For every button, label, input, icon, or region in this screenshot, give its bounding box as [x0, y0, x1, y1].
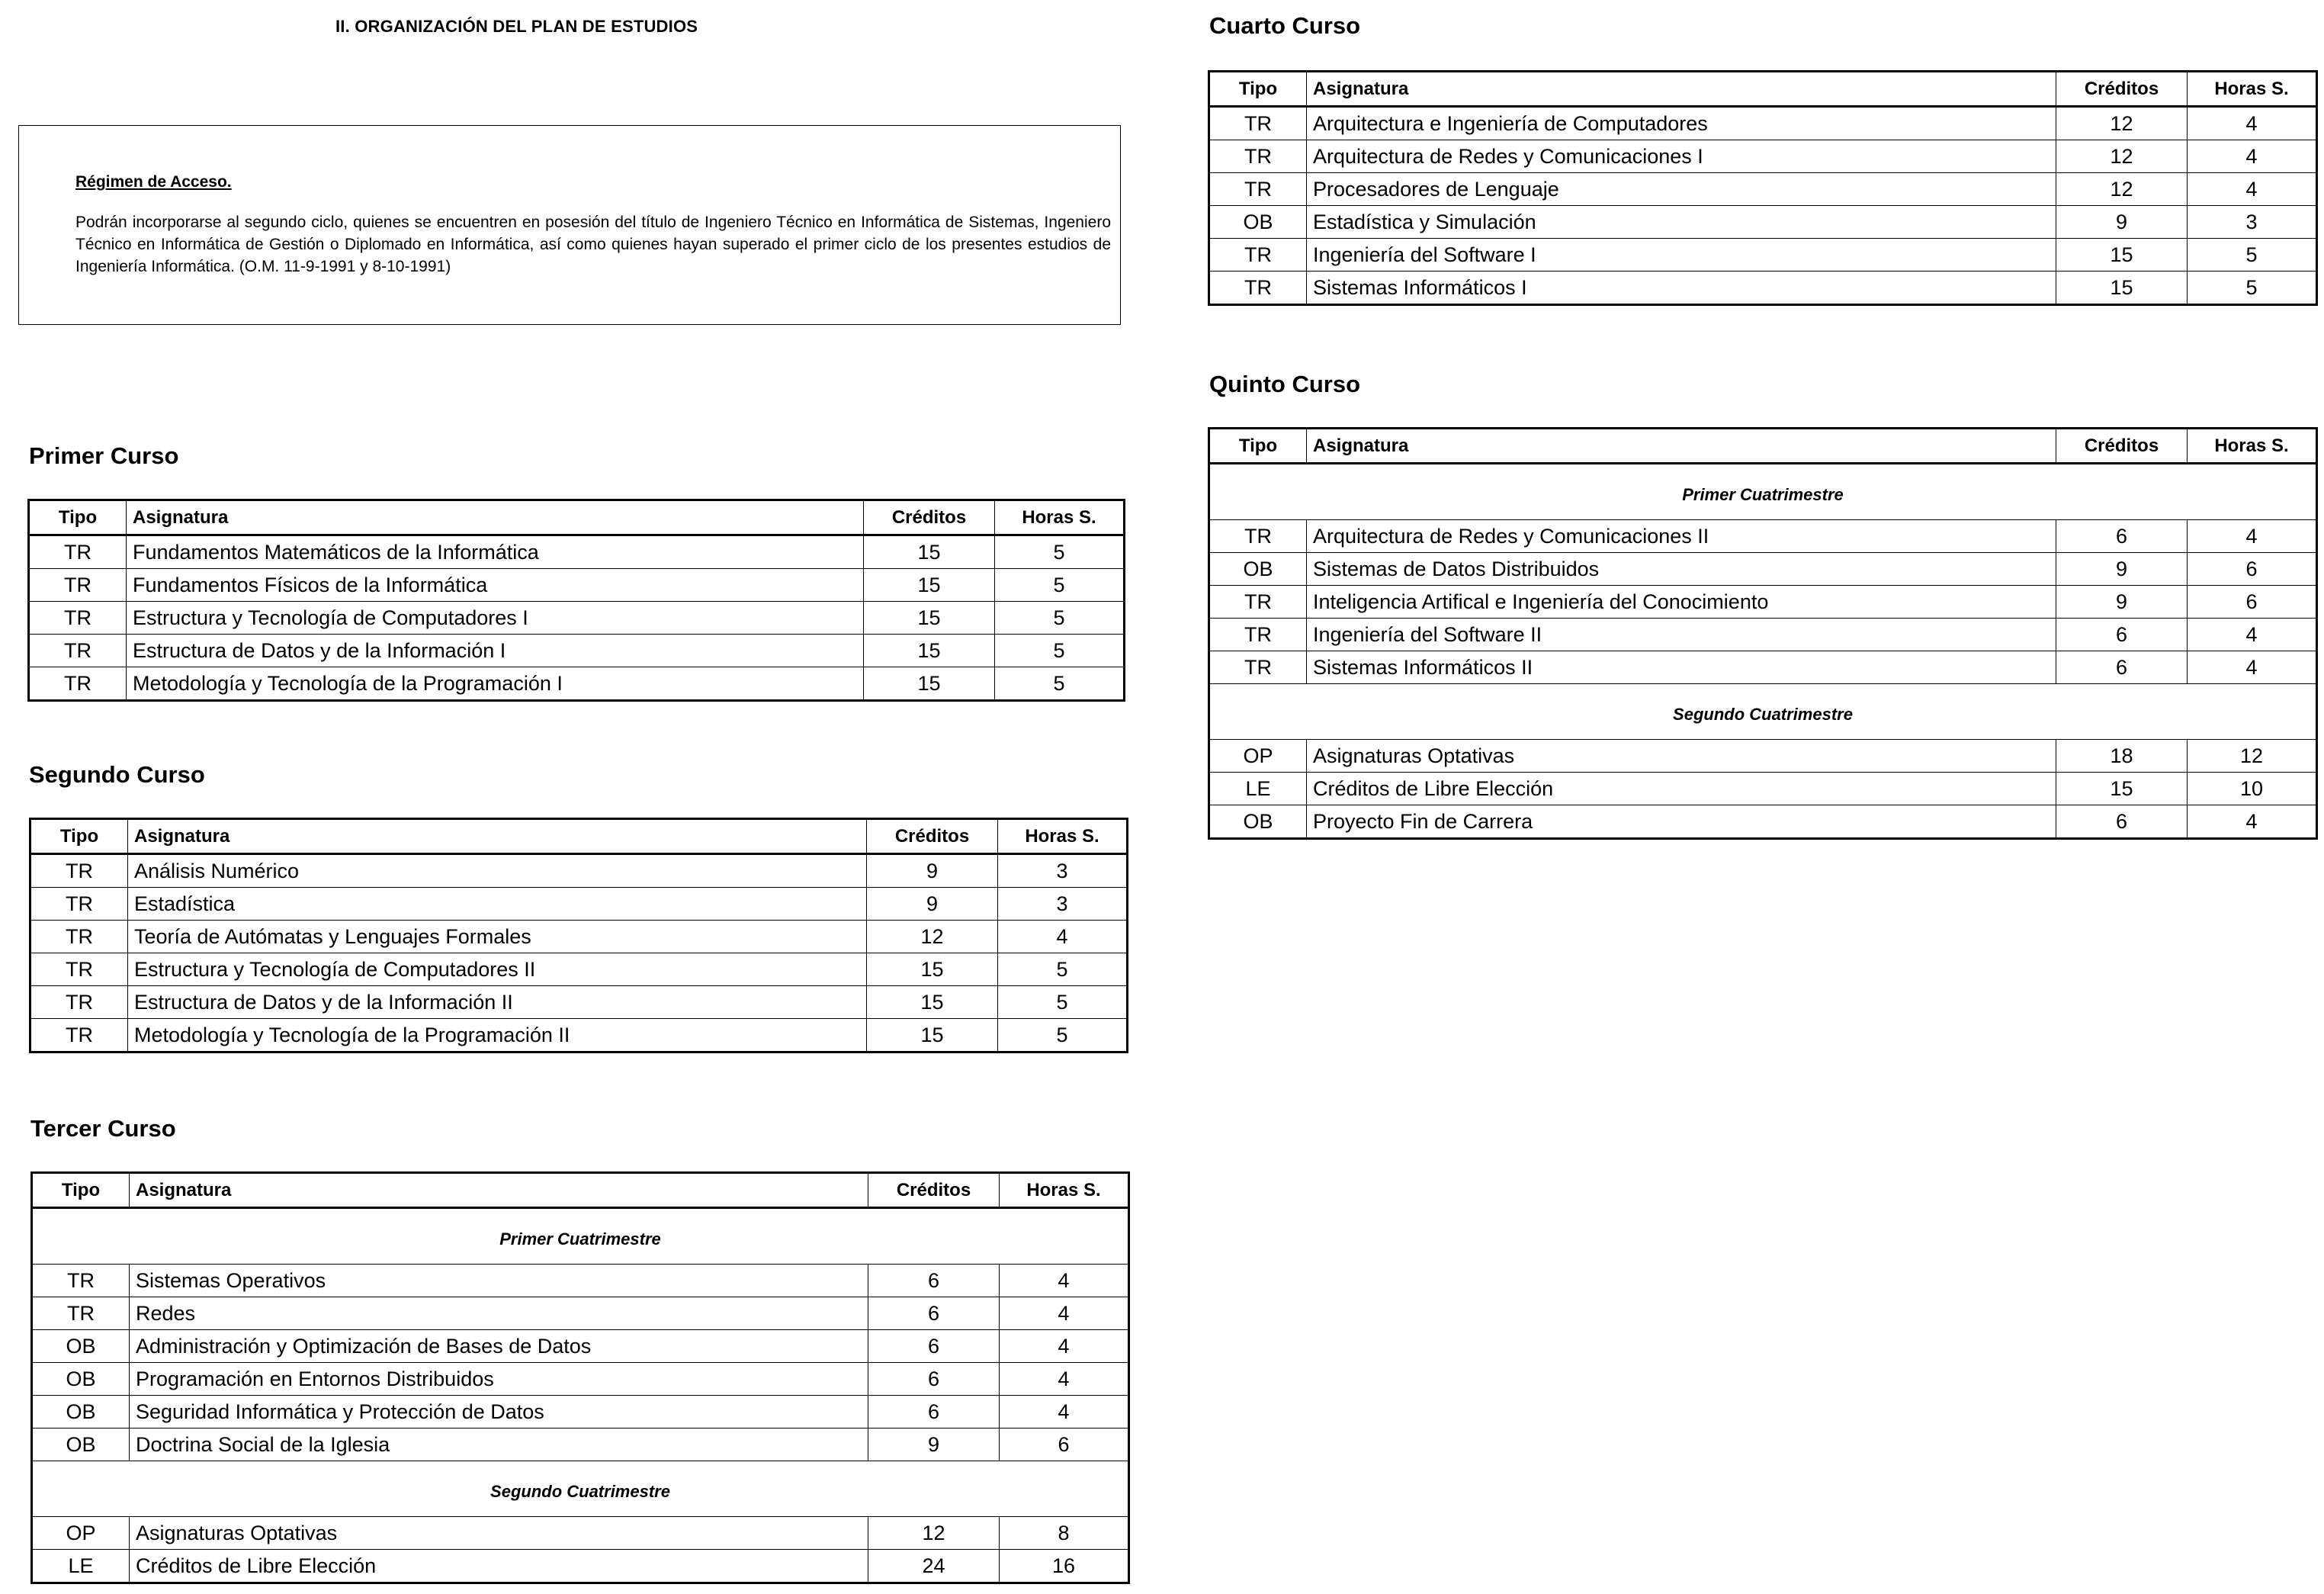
cell-tipo: OB [32, 1396, 130, 1428]
header-horas: Horas S. [2188, 72, 2317, 107]
cell-horas: 5 [995, 569, 1125, 602]
header-horas: Horas S. [998, 819, 1128, 854]
table-row [30, 854, 1128, 888]
cell-creditos: 15 [2056, 773, 2188, 805]
cell-horas: 4 [2188, 805, 2317, 839]
cell-horas: 4 [1000, 1330, 1129, 1363]
table-row [32, 1396, 1129, 1428]
cell-horas: 6 [2188, 553, 2317, 586]
semester-label: Segundo Cuatrimestre [1209, 684, 2317, 740]
cell-tipo: TR [1209, 520, 1307, 553]
table-row [1209, 520, 2317, 553]
page-title: II. ORGANIZACIÓN DEL PLAN DE ESTUDIOS [335, 17, 698, 36]
table-header-row [32, 1173, 1129, 1208]
cell-creditos: 15 [864, 635, 995, 667]
semester-row [1209, 464, 2317, 520]
header-asignatura: Asignatura [128, 819, 867, 854]
cell-tipo: OB [32, 1363, 130, 1396]
table-row [29, 667, 1125, 701]
cell-tipo: TR [29, 602, 127, 635]
cell-asignatura: Teoría de Autómatas y Lenguajes Formales [128, 921, 867, 953]
cell-horas: 5 [995, 535, 1125, 569]
table-row [30, 1019, 1128, 1052]
cell-asignatura: Administración y Optimización de Bases de Datos [130, 1330, 868, 1363]
course-title-cuarto: Cuarto Curso [1209, 12, 1361, 39]
table-header-row [1209, 429, 2317, 464]
cell-creditos: 9 [867, 854, 998, 888]
table-row [30, 986, 1128, 1019]
cell-tipo: TR [32, 1297, 130, 1330]
cell-tipo: TR [32, 1265, 130, 1297]
cell-horas: 3 [2188, 206, 2317, 239]
header-creditos: Créditos [2056, 72, 2188, 107]
cell-tipo: TR [1209, 140, 1307, 173]
table-row [1209, 107, 2317, 140]
cell-asignatura: Créditos de Libre Elección [1307, 773, 2056, 805]
table-row [1209, 553, 2317, 586]
cell-horas: 5 [995, 635, 1125, 667]
cell-horas: 16 [1000, 1550, 1129, 1583]
access-regime-heading: Régimen de Acceso. [75, 173, 232, 191]
semester-row [1209, 684, 2317, 740]
table-row [29, 602, 1125, 635]
cell-creditos: 18 [2056, 740, 2188, 773]
cell-horas: 6 [1000, 1428, 1129, 1461]
cell-tipo: OB [1209, 206, 1307, 239]
cell-creditos: 12 [868, 1517, 1000, 1550]
cell-asignatura: Sistemas Operativos [130, 1265, 868, 1297]
table-row [32, 1297, 1129, 1330]
cell-horas: 4 [1000, 1297, 1129, 1330]
cell-horas: 3 [998, 888, 1128, 921]
table-row [1209, 140, 2317, 173]
table-row [30, 953, 1128, 986]
cell-asignatura: Sistemas Informáticos I [1307, 272, 2056, 305]
cell-horas: 5 [998, 953, 1128, 986]
cell-asignatura: Estructura de Datos y de la Información I [127, 635, 864, 667]
semester-label: Primer Cuatrimestre [32, 1208, 1129, 1265]
course-title-quinto: Quinto Curso [1209, 371, 1361, 397]
table-row [1209, 619, 2317, 651]
cell-creditos: 15 [864, 535, 995, 569]
cell-creditos: 24 [868, 1550, 1000, 1583]
cell-creditos: 6 [2056, 651, 2188, 684]
cell-asignatura: Metodología y Tecnología de la Programación II [128, 1019, 867, 1052]
cell-tipo: TR [29, 569, 127, 602]
cell-tipo: OB [1209, 553, 1307, 586]
cell-creditos: 9 [868, 1428, 1000, 1461]
cell-tipo: OB [1209, 805, 1307, 839]
cell-creditos: 6 [2056, 520, 2188, 553]
cell-horas: 12 [2188, 740, 2317, 773]
cell-tipo: TR [1209, 586, 1307, 619]
cell-creditos: 12 [2056, 107, 2188, 140]
cell-tipo: TR [30, 1019, 128, 1052]
table-row [1209, 805, 2317, 839]
cell-horas: 4 [2188, 619, 2317, 651]
cell-tipo: TR [30, 854, 128, 888]
table-row [32, 1428, 1129, 1461]
header-horas: Horas S. [995, 500, 1125, 535]
cell-tipo: TR [1209, 107, 1307, 140]
cell-creditos: 6 [868, 1363, 1000, 1396]
semester-row [32, 1208, 1129, 1265]
table-row [32, 1265, 1129, 1297]
header-horas: Horas S. [2188, 429, 2317, 464]
header-tipo: Tipo [32, 1173, 130, 1208]
cell-creditos: 9 [867, 888, 998, 921]
cell-tipo: TR [1209, 651, 1307, 684]
cell-asignatura: Estructura y Tecnología de Computadores II [128, 953, 867, 986]
course-title-tercer: Tercer Curso [30, 1115, 176, 1142]
header-tipo: Tipo [1209, 72, 1307, 107]
table-row [29, 569, 1125, 602]
cell-asignatura: Sistemas de Datos Distribuidos [1307, 553, 2056, 586]
table-row [32, 1330, 1129, 1363]
cell-creditos: 12 [2056, 173, 2188, 206]
table-row [29, 535, 1125, 569]
header-horas: Horas S. [1000, 1173, 1129, 1208]
semester-label: Segundo Cuatrimestre [32, 1461, 1129, 1517]
table-row [29, 635, 1125, 667]
cell-creditos: 15 [864, 602, 995, 635]
table-row [30, 888, 1128, 921]
table-row [1209, 239, 2317, 272]
header-asignatura: Asignatura [1307, 429, 2056, 464]
cell-creditos: 9 [2056, 586, 2188, 619]
cell-asignatura: Programación en Entornos Distribuidos [130, 1363, 868, 1396]
cell-tipo: OB [32, 1428, 130, 1461]
cell-asignatura: Estadística y Simulación [1307, 206, 2056, 239]
cell-horas: 4 [2188, 173, 2317, 206]
semester-label: Primer Cuatrimestre [1209, 464, 2317, 520]
table-header-row [30, 819, 1128, 854]
header-creditos: Créditos [868, 1173, 1000, 1208]
header-creditos: Créditos [864, 500, 995, 535]
cell-tipo: TR [30, 986, 128, 1019]
cell-creditos: 9 [2056, 553, 2188, 586]
cell-tipo: TR [29, 535, 127, 569]
course-title-primer: Primer Curso [29, 442, 179, 469]
cell-tipo: OP [32, 1517, 130, 1550]
cell-asignatura: Estructura de Datos y de la Información II [128, 986, 867, 1019]
cell-horas: 4 [2188, 651, 2317, 684]
cell-creditos: 15 [867, 953, 998, 986]
cell-horas: 3 [998, 854, 1128, 888]
table-row [1209, 272, 2317, 305]
cell-asignatura: Fundamentos Matemáticos de la Informática [127, 535, 864, 569]
semester-row [32, 1461, 1129, 1517]
cell-creditos: 15 [867, 986, 998, 1019]
cell-asignatura: Asignaturas Optativas [1307, 740, 2056, 773]
cell-asignatura: Doctrina Social de la Iglesia [130, 1428, 868, 1461]
cell-horas: 5 [998, 1019, 1128, 1052]
cell-tipo: LE [1209, 773, 1307, 805]
cell-creditos: 15 [867, 1019, 998, 1052]
cell-horas: 4 [1000, 1396, 1129, 1428]
cell-asignatura: Estadística [128, 888, 867, 921]
course-title-segundo: Segundo Curso [29, 761, 205, 788]
cell-tipo: LE [32, 1550, 130, 1583]
table-row [32, 1550, 1129, 1583]
cell-tipo: OB [32, 1330, 130, 1363]
cell-creditos: 6 [868, 1330, 1000, 1363]
course-table-quinto [1208, 427, 2318, 840]
cell-creditos: 15 [2056, 239, 2188, 272]
cell-asignatura: Sistemas Informáticos II [1307, 651, 2056, 684]
cell-creditos: 6 [868, 1297, 1000, 1330]
cell-tipo: TR [29, 635, 127, 667]
cell-creditos: 6 [868, 1396, 1000, 1428]
cell-asignatura: Ingeniería del Software I [1307, 239, 2056, 272]
cell-horas: 8 [1000, 1517, 1129, 1550]
cell-asignatura: Proyecto Fin de Carrera [1307, 805, 2056, 839]
cell-asignatura: Metodología y Tecnología de la Programación I [127, 667, 864, 701]
table-row [1209, 173, 2317, 206]
cell-creditos: 9 [2056, 206, 2188, 239]
cell-horas: 5 [998, 986, 1128, 1019]
header-asignatura: Asignatura [1307, 72, 2056, 107]
cell-asignatura: Ingeniería del Software II [1307, 619, 2056, 651]
cell-asignatura: Arquitectura de Redes y Comunicaciones II [1307, 520, 2056, 553]
header-tipo: Tipo [29, 500, 127, 535]
cell-asignatura: Seguridad Informática y Protección de Datos [130, 1396, 868, 1428]
access-regime-box [18, 125, 1121, 325]
course-table-cuarto [1208, 70, 2318, 306]
header-tipo: Tipo [30, 819, 128, 854]
cell-asignatura: Inteligencia Artifical e Ingeniería del Conocimiento [1307, 586, 2056, 619]
cell-creditos: 15 [864, 667, 995, 701]
table-row [32, 1363, 1129, 1396]
cell-asignatura: Estructura y Tecnología de Computadores I [127, 602, 864, 635]
cell-horas: 5 [995, 602, 1125, 635]
cell-horas: 4 [1000, 1265, 1129, 1297]
cell-tipo: TR [30, 888, 128, 921]
table-row [1209, 586, 2317, 619]
header-asignatura: Asignatura [127, 500, 864, 535]
cell-asignatura: Créditos de Libre Elección [130, 1550, 868, 1583]
table-row [32, 1517, 1129, 1550]
header-tipo: Tipo [1209, 429, 1307, 464]
cell-asignatura: Arquitectura e Ingeniería de Computadores [1307, 107, 2056, 140]
cell-asignatura: Asignaturas Optativas [130, 1517, 868, 1550]
cell-horas: 4 [2188, 107, 2317, 140]
course-table-segundo [29, 818, 1128, 1053]
cell-asignatura: Fundamentos Físicos de la Informática [127, 569, 864, 602]
table-row [1209, 740, 2317, 773]
cell-tipo: TR [30, 921, 128, 953]
cell-creditos: 6 [2056, 619, 2188, 651]
cell-tipo: TR [1209, 272, 1307, 305]
cell-creditos: 12 [867, 921, 998, 953]
cell-creditos: 15 [2056, 272, 2188, 305]
cell-horas: 4 [1000, 1363, 1129, 1396]
cell-creditos: 15 [864, 569, 995, 602]
table-header-row [29, 500, 1125, 535]
table-header-row [1209, 72, 2317, 107]
cell-horas: 4 [2188, 140, 2317, 173]
cell-horas: 10 [2188, 773, 2317, 805]
access-regime-text: Podrán incorporarse al segundo ciclo, quienes se encuentren en posesión del título de Ingeniero Técnico en Informática de Sistemas, Ingeniero Técnico en Informática de Gestión o Diplomado en Informática, así como quienes hayan superado el primer ciclo de los presentes estudios de Ingeniería Informática. (O.M. 11-9-1991 y 8-10-1991) [75, 214, 1111, 275]
cell-tipo: TR [1209, 619, 1307, 651]
cell-asignatura: Análisis Numérico [128, 854, 867, 888]
cell-asignatura: Redes [130, 1297, 868, 1330]
cell-horas: 6 [2188, 586, 2317, 619]
cell-creditos: 6 [868, 1265, 1000, 1297]
cell-horas: 4 [998, 921, 1128, 953]
cell-creditos: 6 [2056, 805, 2188, 839]
table-row [1209, 773, 2317, 805]
cell-tipo: TR [30, 953, 128, 986]
cell-asignatura: Arquitectura de Redes y Comunicaciones I [1307, 140, 2056, 173]
cell-horas: 4 [2188, 520, 2317, 553]
table-row [1209, 651, 2317, 684]
table-row [30, 921, 1128, 953]
cell-tipo: TR [1209, 173, 1307, 206]
header-creditos: Créditos [2056, 429, 2188, 464]
cell-tipo: TR [1209, 239, 1307, 272]
header-asignatura: Asignatura [130, 1173, 868, 1208]
cell-horas: 5 [995, 667, 1125, 701]
cell-creditos: 12 [2056, 140, 2188, 173]
course-table-primer [27, 499, 1125, 702]
cell-horas: 5 [2188, 239, 2317, 272]
cell-tipo: TR [29, 667, 127, 701]
cell-horas: 5 [2188, 272, 2317, 305]
course-table-tercer [30, 1171, 1130, 1584]
table-row [1209, 206, 2317, 239]
cell-tipo: OP [1209, 740, 1307, 773]
cell-asignatura: Procesadores de Lenguaje [1307, 173, 2056, 206]
header-creditos: Créditos [867, 819, 998, 854]
